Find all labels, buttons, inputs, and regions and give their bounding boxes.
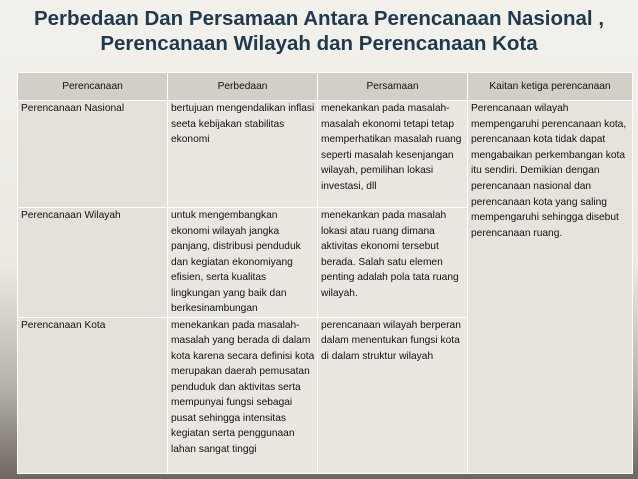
cell-kaitan: Perencanaan wilayah mempengaruhi perencanaan kota, perencanaan kota tidak dapat mengabaikan perkembangan kota itu sendiri. Demikian dengan perencanaan nasional dan perencanaan kota yang saling mempengaruhi sehingga disebut perencanaan ruang. [468, 101, 633, 474]
cell-perbedaan: untuk mengembangkan ekonomi wilayah jangka panjang, distribusi penduduk dan kegiatan ekonomiyang efisien, serta kualitas lingkungan yang baik dan berkesinambungan [168, 208, 318, 318]
cell-persamaan: menekankan pada masalah lokasi atau ruang dimana aktivitas ekonomi tersebut berada. Salah satu elemen penting adalah pola tata ruang wilayah. [318, 208, 468, 318]
header-kaitan: Kaitan ketiga perencanaan [468, 73, 633, 101]
cell-perencanaan: Perencanaan Nasional [18, 101, 168, 208]
cell-persamaan: perencanaan wilayah berperan dalam menentukan fungsi kota di dalam struktur wilayah [318, 317, 468, 473]
table-row [18, 101, 633, 208]
slide-title-line-2: Perencanaan Wilayah dan Perencanaan Kota [100, 32, 538, 55]
slide-title-line-1: Perbedaan Dan Persamaan Antara Perencanaan Nasional , [33, 7, 605, 30]
header-persamaan: Persamaan [318, 73, 468, 101]
cell-perencanaan: Perencanaan Kota [18, 317, 168, 473]
cell-perencanaan: Perencanaan Wilayah [18, 208, 168, 318]
slide-title [0, 6, 638, 56]
header-perbedaan: Perbedaan [168, 73, 318, 101]
comparison-table [17, 72, 633, 474]
table-header-row [18, 73, 633, 101]
cell-perbedaan: menekankan pada masalah-masalah yang berada di dalam kota karena secara definisi kota merupakan daerah pemusatan penduduk dan aktivitas serta mempunyai fungsi sebagai pusat sehingga intensitas kegiatan serta penggunaan lahan sangat tinggi [168, 317, 318, 473]
cell-persamaan: menekankan pada masalah-masalah ekonomi tetapi tetap memperhatikan masalah ruang seperti masalah kesenjangan wilayah, pemilihan lokasi investasi, dll [318, 101, 468, 208]
header-perencanaan: Perencanaan [18, 73, 168, 101]
cell-perbedaan: bertujuan mengendalikan inflasi seeta kebijakan stabilitas ekonomi [168, 101, 318, 208]
